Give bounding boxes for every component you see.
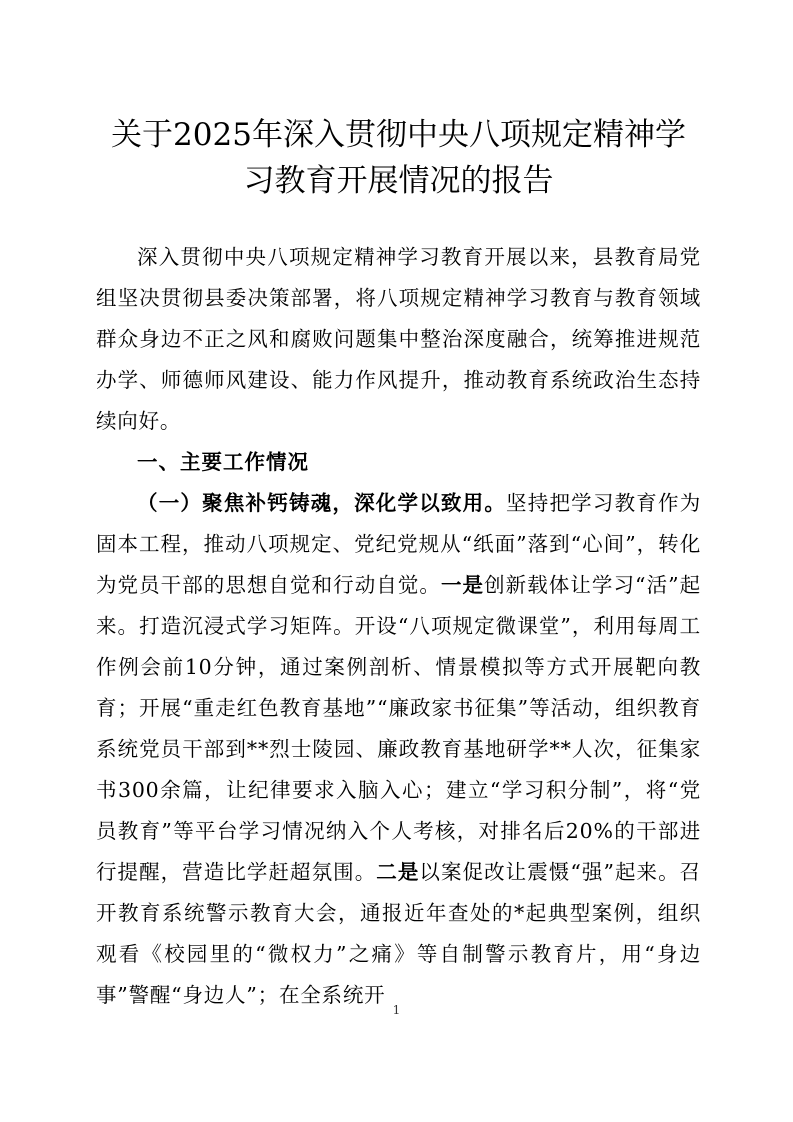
document-body [96,237,701,1016]
section-paragraph [96,483,701,1016]
point-one-text: 创新载体让学习“活”起来。打造沉浸式学习矩阵。开设“八项规定微课堂”，利用每周工作例会前10分钟，通过案例剖析、情景模拟等方式开展靶向教育；开展“重走红色教育基地”“廉政家书征集”等活动，组织教育系统党员干部到**烈士陵园、廉政教育基地研学**人次，征集家书300余篇，让纪律要求入脑入心；建立“学习积分制”，将“党员教育”等平台学习情况纳入个人考核，对排名后20%的干部进行提醒，营造比学赶超氛围。 [96,573,701,884]
point-one-lead: 一是 [440,573,485,597]
section-heading: 一、主要工作情况 [137,450,309,474]
point-two-text: 以案促改让震慑“强”起来。召开教育系统警示教育大会，通报近年查处的*起典型案例，组织观看《校园里的“微权力”之痛》等自制警示教育片，用“身边事”警醒“身边人”；在全系统开 [96,860,701,1007]
intro-paragraph: 深入贯彻中央八项规定精神学习教育开展以来，县教育局党组坚决贯彻县委决策部署，将八项规定精神学习教育与教育领域群众身边不正之风和腐败问题集中整治深度融合，统筹推进规范办学、师德师风建设、能力作风提升，推动教育系统政治生态持续向好。 [96,245,701,433]
subsection-text: 坚持把学习教育作为固本工程，推动八项规定、党纪党规从“纸面”落到“心间”，转化为党员干部的思想自觉和行动自觉。 [96,491,701,597]
document-title: 关于2025年深入贯彻中央八项规定精神学习教育开展情况的报告 [111,117,686,199]
subsection-lead: （一）聚焦补钙铸魂，深化学以致用。 [137,491,507,515]
point-two-lead: 二是 [376,860,420,884]
page-number: 1 [392,1003,401,1017]
